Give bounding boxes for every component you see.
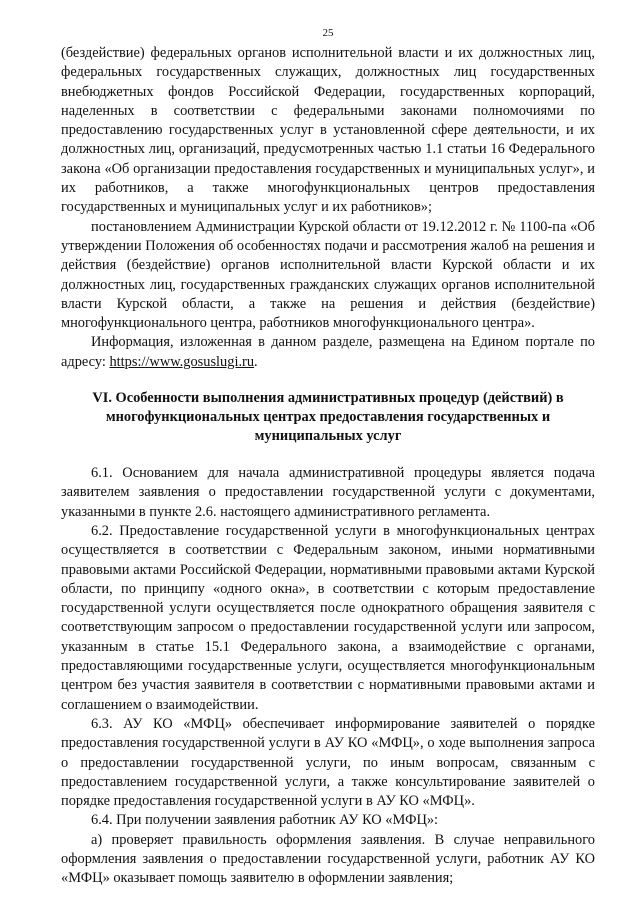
page-number: 25 — [322, 27, 334, 39]
paragraph-6-3: 6.3. АУ КО «МФЦ» обеспечивает информирование заявителей о порядке предоставления государственной услуги в АУ КО «МФЦ», о ходе выполнения запроса о предоставлении государственной услуги, по иным вопросам, связанным с предоставлением государственной услуги, а также консультирование заявителей о порядке предоставления государственной услуги в АУ КО «МФЦ». — [61, 715, 595, 810]
portal-info-text: Информация, изложенная в данном разделе, размещена на Едином портале по адресу: — [61, 334, 595, 370]
paragraph-6-1: 6.1. Основанием для начала административной процедуры является подача заявителем заявления о предоставлении государственной услуги с документами, указанными в пункте 2.6. настоящего административного регламента. — [61, 465, 595, 520]
document-page — [61, 26, 595, 889]
paragraph-6-4-a: а) проверяет правильность оформления заявления. В случае неправильного оформления заявления о предоставлении государственной услуги, работник АУ КО «МФЦ» оказывает помощь заявителю в оформлении заявления; — [61, 831, 595, 887]
paragraph-6-4: 6.4. При получении заявления работник АУ КО «МФЦ»: — [91, 812, 439, 829]
paragraph-6-2: 6.2. Предоставление государственной услуги в многофункциональных центрах осуществляется в соответствии с Федеральным законом, иными нормативными правовыми актами Российской Федерации, нормативными правовыми актами Курской области, по принципу «одного окна», в соответствии с которым предоставление государственной услуги осуществляется после однократного обращения заявителя с соответствующим запросом о предоставлении государственной услуги или запросом, указанным в статье 15.1 Федерального закона, а взаимодействие с органами, предоставляющими государственные услуги, осуществляется многофункциональным центром без участия заявителя в соответствии с нормативными правовыми актами и соглашением о взаимодействии. — [61, 522, 595, 713]
paragraph-portal-info — [61, 333, 595, 372]
gosuslugi-link[interactable]: https://www.gosuslugi.ru — [109, 353, 255, 370]
portal-info-end: . — [254, 353, 258, 370]
paragraph-resolution-reference: постановлением Администрации Курской области от 19.12.2012 г. № 1100-па «Об утверждении Положения об особенностях подачи и рассмотрения жалоб на решения и действия (бездействие) органов исполнительной власти Курской области и их должностных лиц, государственных гражданских служащих органов исполнительной власти Курской области, а также на решения и действия (бездействие) многофункционального центра, работников многофункционального центра». — [61, 218, 595, 332]
section-heading: VI. Особенности выполнения административных процедур (действий) в многофункциональных центрах предоставления государственных и муниципальных услуг — [92, 390, 564, 445]
paragraph-continuation: (бездействие) федеральных органов исполнительной власти и их должностных лиц, федеральных государственных служащих, должностных лиц государственных внебюджетных фондов Российской Федерации, государственных корпораций, наделенных в соответствии с федеральными законами полномочиями по предоставлению государственных услуг в установленной сфере деятельности, и их должностных лиц, организаций, предусмотренных частью 1.1 статьи 16 Федерального закона «Об организации предоставления государственных и муниципальных услуг», и их работников, а также многофункциональных центров предоставления государственных и муниципальных услуг и их работников»; — [61, 45, 595, 216]
